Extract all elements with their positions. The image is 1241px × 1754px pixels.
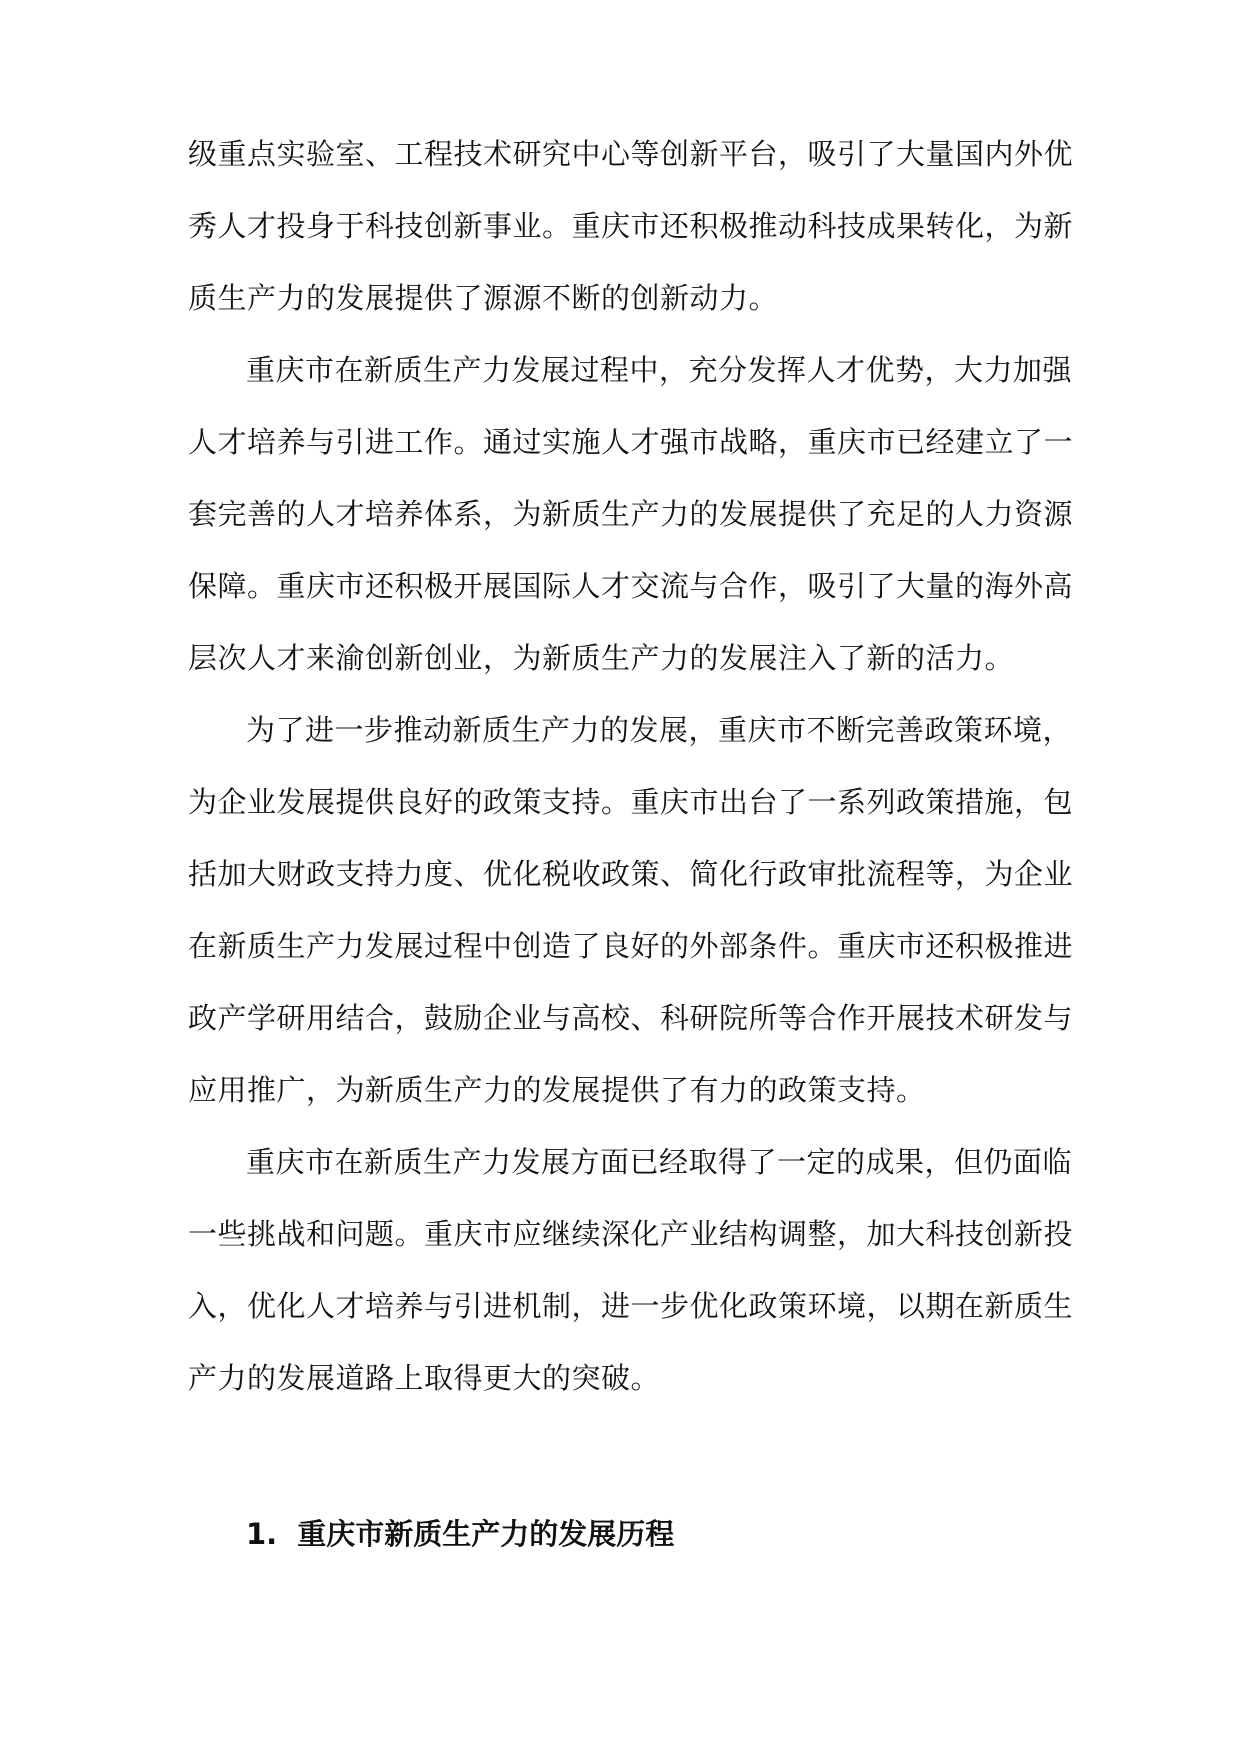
section-heading: [246, 1514, 674, 1554]
paragraph-line: 秀人才投身于科技创新事业。重庆市还积极推动科技成果转化，为新: [188, 209, 1074, 243]
paragraph-line: 重庆市在新质生产力发展方面已经取得了一定的成果，但仍面临: [246, 1145, 1073, 1179]
paragraph-line: 一些挑战和问题。重庆市应继续深化产业结构调整，加大科技创新投: [188, 1217, 1074, 1251]
paragraph-line: 层次人才来渝创新创业，为新质生产力的发展注入了新的活力。: [188, 641, 1015, 675]
paragraph-line: 入，优化人才培养与引进机制，进一步优化政策环境，以期在新质生: [188, 1289, 1074, 1323]
paragraph-line: 应用推广，为新质生产力的发展提供了有力的政策支持。: [188, 1073, 926, 1107]
paragraph-line: 级重点实验室、工程技术研究中心等创新平台，吸引了大量国内外优: [188, 137, 1074, 171]
paragraph-line: 产力的发展道路上取得更大的突破。: [188, 1361, 661, 1395]
paragraph-line: 在新质生产力发展过程中创造了良好的外部条件。重庆市还积极推进: [188, 929, 1074, 963]
paragraph-line: 保障。重庆市还积极开展国际人才交流与合作，吸引了大量的海外高: [188, 569, 1074, 603]
paragraph-line: 括加大财政支持力度、优化税收政策、简化行政审批流程等，为企业: [188, 857, 1074, 891]
section-number: 1.: [246, 1517, 278, 1551]
paragraph-line: 质生产力的发展提供了源源不断的创新动力。: [188, 281, 779, 315]
paragraph-line: 套完善的人才培养体系，为新质生产力的发展提供了充足的人力资源: [188, 497, 1074, 531]
paragraph-line: 政产学研用结合，鼓励企业与高校、科研院所等合作开展技术研发与: [188, 1001, 1074, 1035]
paragraph-line: 人才培养与引进工作。通过实施人才强市战略，重庆市已经建立了一: [188, 425, 1074, 459]
paragraph-line: 为了进一步推动新质生产力的发展，重庆市不断完善政策环境，: [246, 713, 1073, 747]
paragraph-line: 重庆市在新质生产力发展过程中，充分发挥人才优势，大力加强: [246, 353, 1073, 387]
section-title: 重庆市新质生产力的发展历程: [297, 1517, 675, 1551]
paragraph-line: 为企业发展提供良好的政策支持。重庆市出台了一系列政策措施，包: [188, 785, 1074, 819]
